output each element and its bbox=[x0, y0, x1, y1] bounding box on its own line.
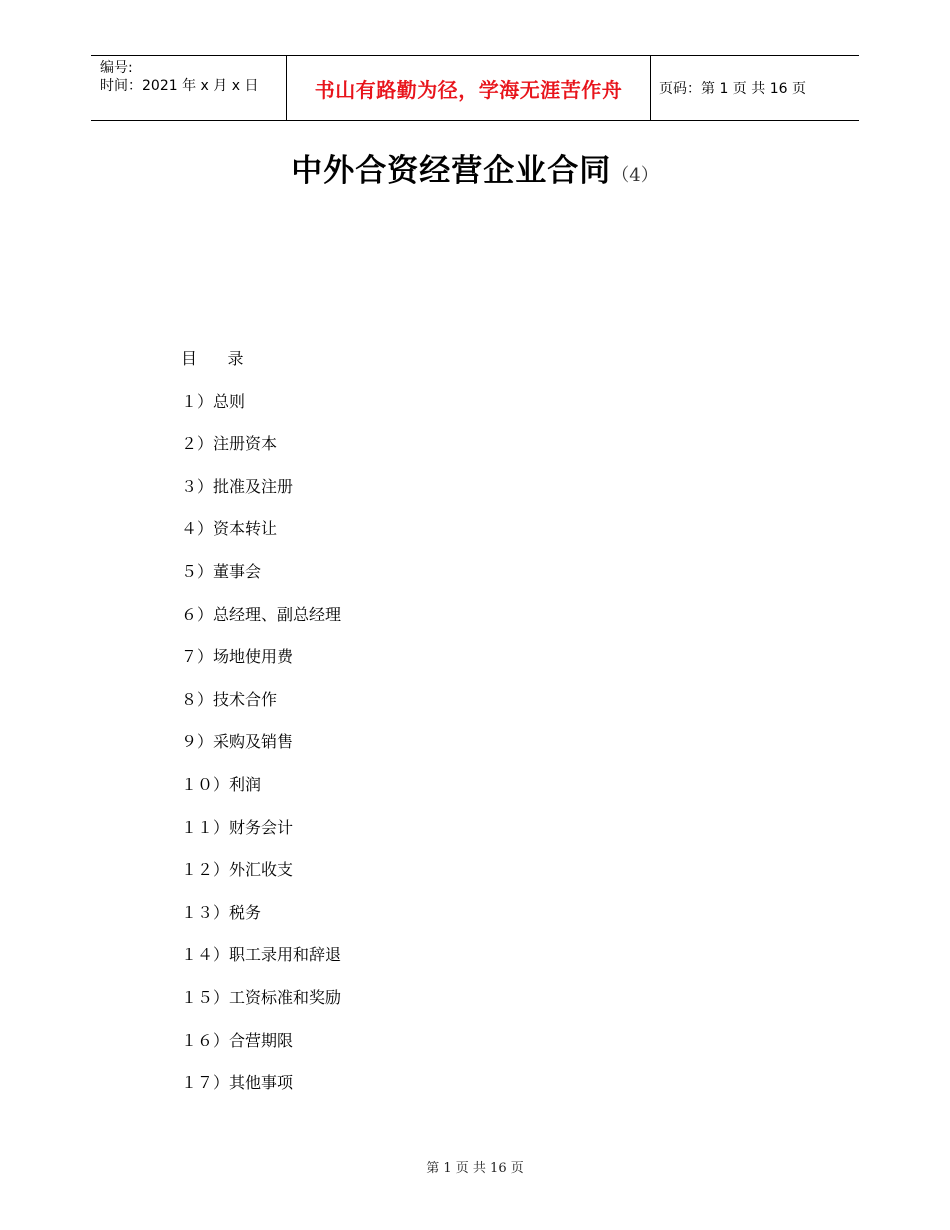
document-title-suffix: （4） bbox=[611, 165, 659, 186]
toc-item: １２）外汇收支 bbox=[181, 860, 294, 880]
toc-item: １４）职工录用和辞退 bbox=[181, 945, 342, 965]
toc-item: １）总则 bbox=[181, 391, 246, 411]
toc-item: ５）董事会 bbox=[181, 561, 262, 581]
toc-item: １５）工资标准和奖励 bbox=[181, 987, 342, 1007]
toc-item: １６）合营期限 bbox=[181, 1030, 294, 1050]
toc-item: １０）利润 bbox=[181, 774, 262, 794]
document-date-label: 时间：2021 年 x 月 x 日 bbox=[100, 78, 259, 94]
page-footer: 第 1 页 共 16 页 bbox=[426, 1161, 524, 1176]
header-motto-cell bbox=[286, 56, 651, 120]
document-title bbox=[0, 145, 950, 190]
table-of-contents bbox=[181, 346, 341, 1113]
toc-heading: 目 录 bbox=[181, 349, 244, 368]
toc-item: １７）其他事项 bbox=[181, 1073, 294, 1093]
toc-item: ２）注册资本 bbox=[181, 434, 278, 454]
toc-item: ８）技术合作 bbox=[181, 689, 278, 709]
toc-item: ４）资本转让 bbox=[181, 519, 278, 539]
document-header bbox=[91, 55, 859, 121]
header-meta-cell bbox=[91, 56, 286, 120]
toc-item: ６）总经理、副总经理 bbox=[181, 604, 342, 624]
header-page-cell bbox=[650, 56, 859, 120]
toc-item: ３）批准及注册 bbox=[181, 476, 294, 496]
toc-item: ７）场地使用费 bbox=[181, 647, 294, 667]
header-motto: 书山有路勤为径，学海无涯苦作舟 bbox=[314, 77, 623, 102]
header-page-code: 页码：第 1 页 共 16 页 bbox=[659, 81, 806, 97]
document-title-main: 中外合资经营企业合同 bbox=[291, 153, 612, 189]
document-number-label: 编号: bbox=[100, 60, 133, 76]
toc-item: ９）采购及销售 bbox=[181, 732, 294, 752]
toc-item: １１）财务会计 bbox=[181, 817, 294, 837]
toc-item: １３）税务 bbox=[181, 902, 262, 922]
